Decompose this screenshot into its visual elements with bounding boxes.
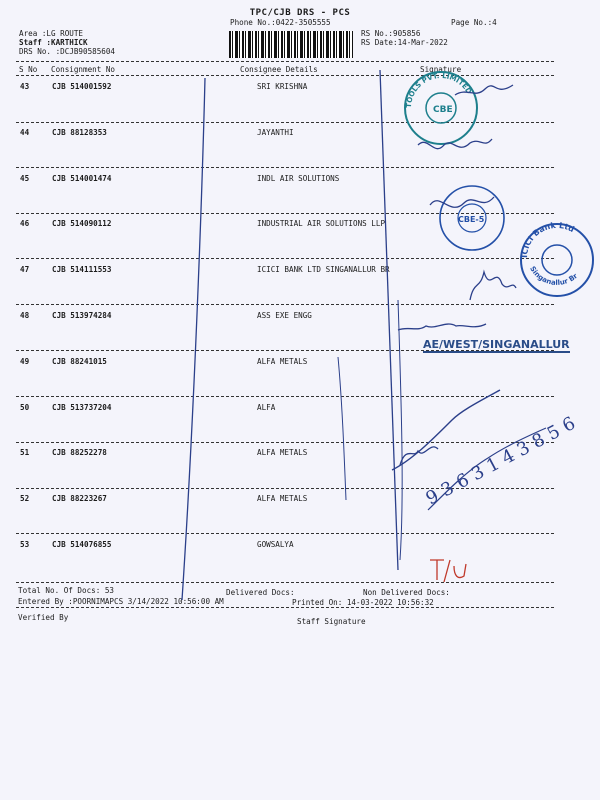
divider [16, 258, 554, 259]
row-consignee: ASS EXE ENGG [257, 311, 312, 320]
table-row [0, 82, 600, 127]
row-sno: 50 [20, 403, 30, 412]
rs-number: RS No.:905856 [361, 29, 421, 38]
col-consignee: Consignee Details [240, 65, 318, 74]
staff-signature-label: Staff Signature [297, 617, 366, 626]
non-delivered-docs: Non Delivered Docs: [363, 588, 450, 597]
staff-label: Staff :KARTHICK [19, 38, 88, 47]
rs-date: RS Date:14-Mar-2022 [361, 38, 448, 47]
divider [16, 488, 554, 489]
table-row [0, 540, 600, 585]
divider [16, 167, 554, 168]
verified-by: Verified By [18, 613, 69, 622]
row-consignee: JAYANTHI [257, 128, 294, 137]
row-consignee: SRI KRISHNA [257, 82, 308, 91]
drs-number: DRS No. :DCJB90585604 [19, 47, 116, 56]
row-consignment: CJB 513737204 [52, 403, 112, 412]
row-consignee: ALFA METALS [257, 357, 308, 366]
row-sno: 51 [20, 448, 30, 457]
divider [16, 61, 554, 62]
row-consignment: CJB 514090112 [52, 219, 112, 228]
divider [16, 607, 554, 608]
row-consignment: CJB 88223267 [52, 494, 107, 503]
total-docs: Total No. Of Docs: 53 [18, 586, 115, 595]
row-sno: 53 [20, 540, 30, 549]
row-consignment: CJB 514076855 [52, 540, 112, 549]
entered-by: Entered By :POORNIMAPCS 3/14/2022 10:56:00 AM [18, 597, 224, 606]
printed-on: Printed On: 14-03-2022 10:56:32 [292, 598, 434, 607]
row-sno: 49 [20, 357, 30, 366]
row-consignee: ICICI BANK LTD SINGANALLUR BR [257, 265, 390, 274]
col-consignment: Consignment No [51, 65, 116, 74]
ae-west-stamp: AE/WEST/SINGANALLUR [423, 338, 570, 351]
row-consignee: ALFA [257, 403, 276, 412]
divider [16, 396, 554, 397]
row-consignment: CJB 88252278 [52, 448, 107, 457]
row-consignee: GOWSALYA [257, 540, 294, 549]
phone-number: Phone No.:0422-3505555 [230, 18, 331, 27]
row-consignment: CJB 514001592 [52, 82, 112, 91]
divider [16, 122, 554, 123]
stamp-ring-text: ICICI Bank Ltd [519, 220, 576, 259]
row-sno: 52 [20, 494, 30, 503]
row-sno: 46 [20, 219, 30, 228]
row-sno: 47 [20, 265, 30, 274]
row-sno: 43 [20, 82, 30, 91]
row-consignment: CJB 514111553 [52, 265, 112, 274]
row-consignee: ALFA METALS [257, 448, 308, 457]
handwritten-note: 9 3 6 3 1 4 3 8 5 6 [422, 412, 579, 510]
table-row [0, 448, 600, 493]
col-signature: Signature [420, 65, 462, 74]
row-sno: 48 [20, 311, 30, 320]
row-consignment: CJB 513974284 [52, 311, 112, 320]
stamp-center-text: CBE-5 [458, 215, 485, 224]
divider [16, 582, 554, 583]
row-consignee: INDUSTRIAL AIR SOLUTIONS LLP [257, 219, 386, 228]
stamp-ring-text: TOOLS PVT. LIMITED [404, 71, 473, 109]
col-sno: S No [19, 65, 38, 74]
delivered-docs: Delivered Docs: [226, 588, 295, 597]
row-consignee: INDL AIR SOLUTIONS [257, 174, 340, 183]
row-consignment: CJB 88241015 [52, 357, 107, 366]
row-consignment: CJB 88128353 [52, 128, 107, 137]
row-consignee: ALFA METALS [257, 494, 308, 503]
page-number: Page No.:4 [451, 18, 497, 27]
stamp-ring-subtext: Singanallur Br [528, 264, 580, 287]
divider [16, 304, 554, 305]
divider [16, 75, 554, 76]
divider [16, 533, 554, 534]
divider [16, 213, 554, 214]
document-title: TPC/CJB DRS - PCS [249, 8, 351, 18]
row-sno: 44 [20, 128, 30, 137]
stamp-center-text: CBE [433, 105, 453, 115]
barcode-image [229, 31, 353, 58]
row-consignment: CJB 514001474 [52, 174, 112, 183]
row-sno: 45 [20, 174, 30, 183]
divider [16, 442, 554, 443]
area-label: Area :LG ROUTE [19, 29, 84, 38]
